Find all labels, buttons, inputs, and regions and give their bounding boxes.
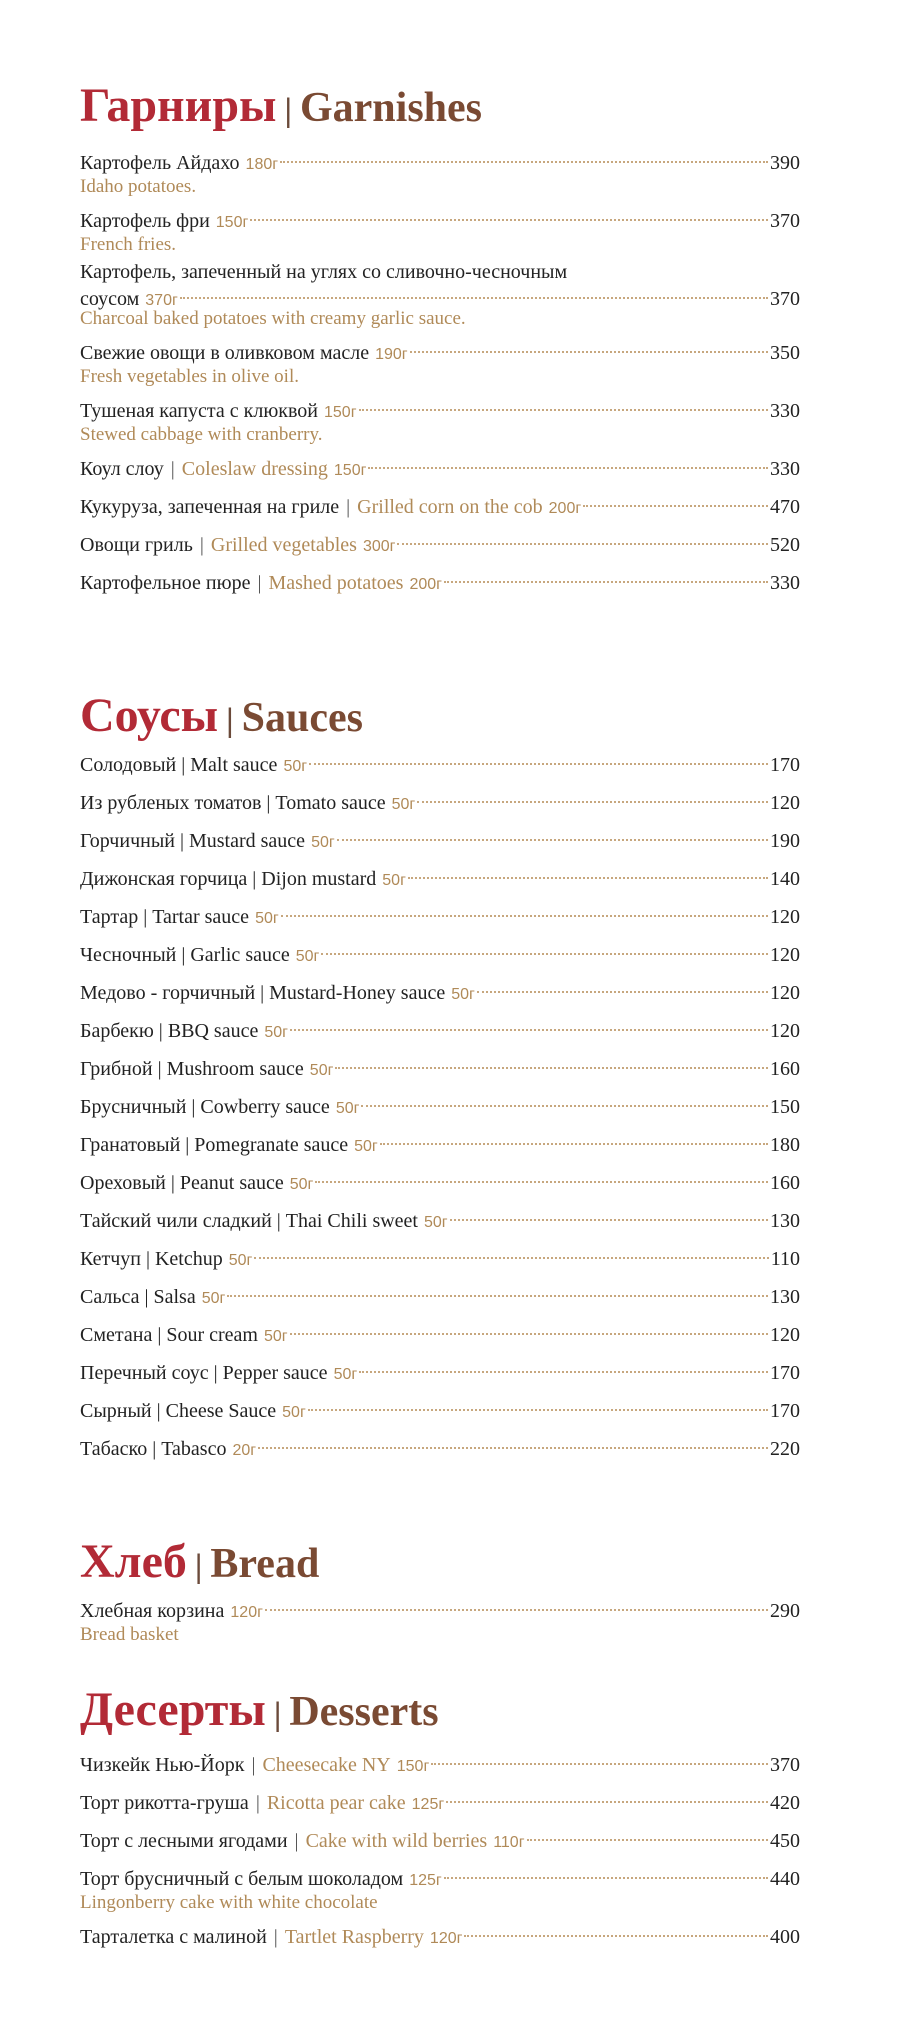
dot-leader [410, 351, 768, 353]
menu-item-name: Медово - горчичный | Mustard-Honey sauce [80, 982, 446, 1004]
menu-item-price: 130 [770, 1210, 800, 1232]
menu-item-name: Тартар | Tartar sauce [80, 906, 250, 928]
section-garnishes [80, 79, 800, 602]
menu-item-line [80, 1354, 800, 1392]
section-title-ru: Гарниры [80, 79, 277, 132]
menu-item [80, 1164, 800, 1202]
menu-item [80, 746, 800, 784]
menu-item-weight: 20г [232, 1442, 257, 1459]
menu-item-line [80, 526, 800, 564]
dot-leader [397, 543, 768, 545]
menu-item-weight: 50г [263, 1328, 288, 1345]
title-separator: | [284, 92, 292, 129]
menu-item-name: Картофельное пюре [80, 572, 251, 594]
menu-item-weight: 50г [423, 1214, 448, 1231]
menu-item-weight: 110г [493, 1834, 525, 1851]
dot-leader [309, 763, 768, 765]
menu-item [80, 1784, 800, 1822]
menu-item-name-en: Cake with wild berries [305, 1830, 488, 1852]
menu-item-name: Ореховый | Peanut sauce [80, 1172, 284, 1194]
menu-item-price: 170 [770, 1362, 800, 1384]
menu-item-price: 370 [770, 210, 800, 232]
menu-item-name: Барбекю | BBQ sauce [80, 1020, 259, 1042]
menu-item-line [80, 1278, 800, 1316]
menu-item-price: 470 [770, 496, 800, 518]
menu-item-name: Тарталетка с малиной [80, 1926, 267, 1948]
menu-item-price: 140 [770, 868, 800, 890]
menu-item-price: 450 [770, 1830, 800, 1852]
dot-leader [321, 953, 768, 955]
menu-item-weight: 370г [145, 292, 178, 309]
menu-item-price: 330 [770, 458, 800, 480]
menu-item-line [80, 450, 800, 488]
menu-item-weight: 50г [451, 986, 475, 1003]
menu-item-line [80, 974, 800, 1012]
dot-leader [464, 1935, 768, 1937]
menu-item-line [80, 1012, 800, 1050]
menu-item-weight: 50г [289, 1176, 314, 1193]
menu-item-weight: 50г [335, 1100, 360, 1117]
menu-item-name-en: Ricotta pear cake [266, 1792, 406, 1814]
dot-leader [180, 297, 768, 299]
menu-item-name: Тушеная капуста с клюквой [80, 400, 318, 422]
menu-item [80, 1592, 800, 1646]
menu-item-name: соусом [80, 288, 140, 310]
menu-item-line [80, 1202, 800, 1240]
name-separator: | [294, 1830, 299, 1852]
section-title-sauces [80, 689, 800, 742]
sauces-list [80, 746, 800, 1468]
section-bread [80, 1535, 800, 1650]
name-separator: | [170, 458, 175, 480]
menu-item-name: Тайский чили сладкий | Thai Chili sweet [80, 1210, 418, 1232]
menu-item-weight: 50г [354, 1138, 378, 1155]
section-title-garnishes [80, 79, 800, 132]
menu-item-price: 290 [770, 1600, 800, 1622]
menu-item-price: 110 [770, 1248, 800, 1270]
section-title-ru: Соусы [80, 689, 219, 742]
menu-item-line [80, 1316, 800, 1354]
menu-item-name-en: Mashed potatoes [268, 572, 404, 594]
dot-leader [359, 1371, 768, 1373]
menu-item-weight: 50г [391, 796, 416, 813]
menu-item-line [80, 936, 800, 974]
menu-item [80, 144, 800, 198]
dot-leader [444, 581, 768, 583]
menu-item-weight: 125г [411, 1796, 445, 1813]
menu-item-name: Грибной | Mushroom sauce [80, 1058, 304, 1080]
menu-item-name: Солодовый | Malt sauce [80, 754, 278, 776]
menu-item-name: Овощи гриль [80, 534, 193, 556]
menu-item-line [80, 746, 800, 784]
menu-item-weight: 180г [245, 156, 279, 173]
dot-leader [290, 1333, 768, 1335]
name-separator: | [346, 496, 351, 518]
menu-item-price: 220 [770, 1438, 800, 1460]
dot-leader [335, 1067, 768, 1069]
menu-item-name: Брусничный | Cowberry sauce [80, 1096, 330, 1118]
name-separator: | [251, 1754, 256, 1776]
menu-item-name: Кетчуп | Ketchup [80, 1248, 223, 1270]
menu-item-description: Charcoal baked potatoes with creamy garlic sauce. [80, 308, 466, 329]
menu-item-name: Гранатовый | Pomegranate sauce [80, 1134, 349, 1156]
menu-item-name: Чесночный | Garlic sauce [80, 944, 290, 966]
menu-item-description: French fries. [80, 234, 177, 255]
section-title-ru: Хлеб [80, 1535, 187, 1588]
menu-item-price: 170 [770, 1400, 800, 1422]
menu-item [80, 1202, 800, 1240]
dot-leader [290, 1029, 768, 1031]
section-title-ru: Десерты [80, 1683, 266, 1736]
menu-item-name-en: Tartlet Raspberry [284, 1926, 424, 1948]
menu-item-weight: 120г [230, 1604, 263, 1621]
menu-item [80, 936, 800, 974]
menu-item-price: 370 [770, 1754, 800, 1776]
menu-item [80, 526, 800, 564]
dot-leader [308, 1409, 768, 1411]
name-separator: | [255, 1792, 260, 1814]
menu-item [80, 392, 800, 446]
menu-item [80, 1316, 800, 1354]
menu-item-name-en: Coleslaw dressing [181, 458, 328, 480]
menu-item-price: 330 [770, 400, 800, 422]
menu-item-weight: 50г [309, 1062, 334, 1079]
menu-item-line [80, 1784, 800, 1822]
menu-item [80, 564, 800, 602]
menu-item-price: 400 [770, 1926, 800, 1948]
name-separator: | [273, 1926, 278, 1948]
menu-item-name: Сметана | Sour cream [80, 1324, 258, 1346]
menu-item [80, 260, 800, 330]
menu-item-weight: 120г [429, 1930, 463, 1947]
menu-item-line [80, 1430, 800, 1468]
menu-item [80, 1088, 800, 1126]
menu-item-name: Табаско | Tabasco [80, 1438, 227, 1460]
menu-item-price: 170 [770, 754, 800, 776]
dot-leader [477, 991, 768, 993]
menu-item-price: 120 [770, 944, 800, 966]
dot-leader [446, 1801, 768, 1803]
menu-item-price: 370 [770, 288, 800, 310]
menu-item-name-line1: Картофель, запеченный на углях со сливочно-чесночным [80, 261, 568, 283]
menu-item-weight: 150г [333, 462, 367, 479]
menu-item-name-en: Grilled vegetables [210, 534, 357, 556]
menu-item-weight: 50г [228, 1252, 253, 1269]
name-separator: | [257, 572, 262, 594]
dot-leader [583, 505, 768, 507]
menu-item-price: 120 [770, 906, 800, 928]
menu-item-line [80, 1822, 800, 1860]
menu-item-name: Свежие овощи в оливковом масле [80, 342, 370, 364]
menu-item-price: 440 [770, 1868, 800, 1890]
menu-item-price: 120 [770, 982, 800, 1004]
menu-item-weight: 150г [324, 404, 357, 421]
menu-item-weight: 50г [382, 872, 406, 889]
menu-item [80, 1746, 800, 1784]
menu-item-line [80, 822, 800, 860]
menu-item-weight: 200г [548, 500, 582, 517]
bread-list [80, 1592, 800, 1646]
menu-item-price: 120 [770, 1324, 800, 1346]
title-separator: | [194, 1548, 203, 1585]
menu-item-description: Fresh vegetables in olive oil. [80, 366, 299, 387]
menu-item-price: 150 [770, 1096, 800, 1118]
menu-item-price: 120 [770, 792, 800, 814]
menu-item-description: Bread basket [80, 1624, 179, 1645]
title-separator: | [226, 702, 234, 739]
menu-item [80, 1126, 800, 1164]
menu-item [80, 822, 800, 860]
menu-item-line [80, 1746, 800, 1784]
menu-item-line [80, 1918, 800, 1956]
menu-item-price: 160 [770, 1058, 800, 1080]
dot-leader [380, 1143, 768, 1145]
dot-leader [408, 877, 768, 879]
menu-item-name: Перечный соус | Pepper sauce [80, 1362, 328, 1384]
dot-leader [337, 839, 768, 841]
menu-item-line [80, 564, 800, 602]
menu-item-name: Чизкейк Нью-Йорк [80, 1754, 245, 1776]
dot-leader [444, 1877, 768, 1879]
menu-item-name: Картофель фри [80, 210, 210, 232]
menu-item-name: Торт с лесными ягодами [80, 1830, 288, 1852]
dot-leader [417, 801, 768, 803]
menu-item [80, 784, 800, 822]
menu-item-line [80, 1088, 800, 1126]
menu-item [80, 450, 800, 488]
menu-item [80, 1822, 800, 1860]
menu-item-line [80, 1392, 800, 1430]
section-title-desserts [80, 1683, 800, 1736]
menu-item-name: Сырный | Cheese Sauce [80, 1400, 277, 1422]
garnishes-list [80, 144, 800, 602]
dot-leader [265, 1609, 768, 1611]
dot-leader [250, 219, 768, 221]
menu-item-description: Idaho potatoes. [80, 176, 197, 197]
menu-item-name: Кукуруза, запеченная на гриле [80, 496, 340, 518]
menu-item-weight: 50г [295, 948, 320, 965]
menu-item [80, 1430, 800, 1468]
menu-item [80, 202, 800, 256]
dot-leader [254, 1257, 768, 1259]
menu-item [80, 1392, 800, 1430]
menu-item-line [80, 1164, 800, 1202]
menu-item-name: Коул слоу [80, 458, 164, 480]
menu-item-name: Торт рикотта-груша [80, 1792, 249, 1814]
menu-item-line [80, 1050, 800, 1088]
menu-item-weight: 125г [409, 1872, 442, 1889]
menu-item [80, 1240, 800, 1278]
menu-item-name-en: Grilled corn on the cob [357, 496, 543, 518]
dot-leader [431, 1763, 768, 1765]
menu-item-line [80, 860, 800, 898]
dot-leader [368, 467, 768, 469]
dot-leader [527, 1839, 768, 1841]
menu-item-line [80, 898, 800, 936]
menu-item-price: 330 [770, 572, 800, 594]
menu-item-price: 350 [770, 342, 800, 364]
menu-item-name: Сальса | Salsa [80, 1286, 196, 1308]
menu-item-name: Хлебная корзина [80, 1600, 225, 1622]
menu-item-line [80, 1240, 800, 1278]
menu-item [80, 1278, 800, 1316]
section-title-en: Desserts [289, 1689, 439, 1735]
section-title-en: Sauces [241, 695, 363, 741]
menu-item-weight: 300г [362, 538, 396, 555]
menu-item-weight: 50г [282, 1404, 306, 1421]
menu-item [80, 334, 800, 388]
menu-item-weight: 150г [215, 214, 249, 231]
menu-item-weight: 150г [396, 1758, 430, 1775]
menu-item-price: 520 [770, 534, 800, 556]
menu-item-price: 160 [770, 1172, 800, 1194]
section-sauces [80, 689, 800, 1468]
menu-item-price: 180 [770, 1134, 800, 1156]
section-desserts [80, 1683, 800, 1956]
menu-item-weight: 190г [375, 346, 408, 363]
menu-item-line [80, 1126, 800, 1164]
desserts-list [80, 1746, 800, 1956]
dot-leader [315, 1181, 768, 1183]
menu-item [80, 1860, 800, 1914]
dot-leader [280, 161, 768, 163]
menu-item-price: 120 [770, 1020, 800, 1042]
menu-item [80, 1050, 800, 1088]
menu-item-name: Дижонская горчица | Dijon mustard [80, 868, 377, 890]
menu-item-line [80, 488, 800, 526]
menu-item [80, 860, 800, 898]
menu-item-price: 130 [770, 1286, 800, 1308]
menu-item [80, 1354, 800, 1392]
menu-item-weight: 200г [409, 576, 442, 593]
menu-item [80, 974, 800, 1012]
dot-leader [450, 1219, 768, 1221]
menu-item [80, 898, 800, 936]
menu-item-name: Торт брусничный с белым шоколадом [80, 1868, 404, 1890]
menu-item-description: Stewed cabbage with cranberry. [80, 424, 323, 445]
dot-leader [361, 1105, 768, 1107]
menu-item-price: 420 [770, 1792, 800, 1814]
menu-item-price: 390 [770, 152, 800, 174]
menu-item-description: Lingonberry cake with white chocolate [80, 1892, 378, 1913]
menu-item-weight: 50г [333, 1366, 358, 1383]
title-separator: | [273, 1696, 282, 1733]
menu-item-price: 190 [770, 830, 800, 852]
dot-leader [281, 915, 768, 917]
menu-item-name: Из рубленых томатов | Tomato sauce [80, 792, 386, 814]
dot-leader [359, 409, 768, 411]
dot-leader [258, 1447, 768, 1449]
menu-item [80, 1012, 800, 1050]
section-title-en: Bread [210, 1541, 320, 1587]
menu-item-name: Картофель Айдахо [80, 152, 240, 174]
name-separator: | [199, 534, 204, 556]
menu-item [80, 1918, 800, 1956]
menu-item [80, 488, 800, 526]
menu-item-weight: 50г [264, 1024, 288, 1041]
menu-item-name: Горчичный | Mustard sauce [80, 830, 306, 852]
menu-item-weight: 50г [311, 834, 335, 851]
dot-leader [227, 1295, 768, 1297]
menu-item-weight: 50г [283, 758, 308, 775]
section-title-en: Garnishes [300, 85, 483, 131]
menu-item-weight: 50г [255, 910, 279, 927]
menu-item-name-en: Cheesecake NY [262, 1754, 391, 1776]
menu-item-weight: 50г [201, 1290, 226, 1307]
menu-item-line [80, 784, 800, 822]
section-title-bread [80, 1535, 800, 1588]
